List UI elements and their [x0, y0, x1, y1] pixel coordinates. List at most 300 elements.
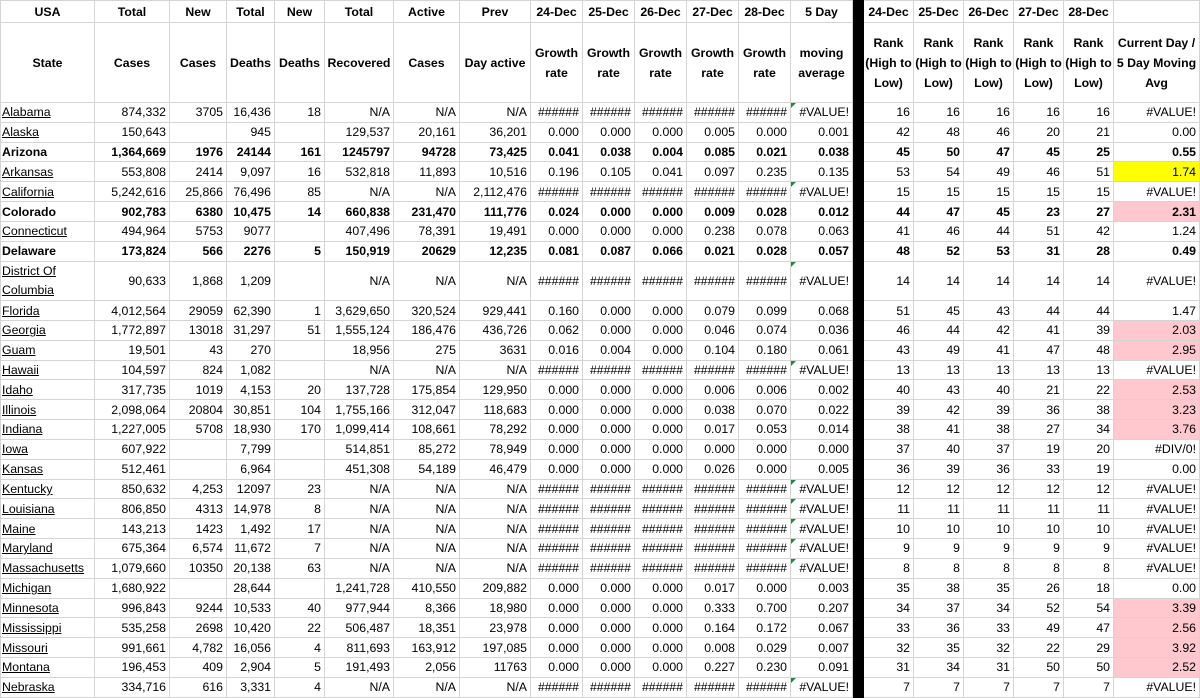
- data-cell[interactable]: 0.066: [635, 241, 687, 261]
- data-cell[interactable]: N/A: [325, 539, 394, 559]
- data-cell[interactable]: ######: [531, 539, 583, 559]
- data-cell[interactable]: 0.000: [583, 221, 635, 241]
- data-cell[interactable]: 6380: [170, 202, 227, 222]
- data-cell[interactable]: 0.000: [791, 439, 853, 459]
- data-cell[interactable]: 31: [864, 658, 914, 678]
- data-cell[interactable]: 2,112,476: [460, 182, 531, 202]
- state-cell[interactable]: California: [1, 182, 95, 202]
- data-cell[interactable]: 14: [964, 261, 1014, 300]
- data-cell[interactable]: 13018: [170, 320, 227, 340]
- data-cell[interactable]: 0.172: [739, 618, 791, 638]
- data-cell[interactable]: 111,776: [460, 202, 531, 222]
- column-header[interactable]: Cases: [95, 23, 170, 103]
- data-cell[interactable]: 33: [964, 618, 1014, 638]
- data-cell[interactable]: 94728: [394, 142, 460, 162]
- data-cell[interactable]: 16: [1064, 103, 1114, 123]
- data-cell[interactable]: 2276: [227, 241, 275, 261]
- data-cell[interactable]: 7: [1014, 677, 1064, 697]
- data-cell[interactable]: 10: [1014, 519, 1064, 539]
- data-cell[interactable]: 8: [1014, 558, 1064, 578]
- state-cell[interactable]: Georgia: [1, 320, 95, 340]
- data-cell[interactable]: 0.00: [1114, 122, 1200, 142]
- data-cell[interactable]: 5753: [170, 221, 227, 241]
- data-cell[interactable]: 616: [170, 677, 227, 697]
- data-cell[interactable]: 90,633: [95, 261, 170, 300]
- data-cell[interactable]: 54,189: [394, 459, 460, 479]
- data-cell[interactable]: 41: [964, 340, 1014, 360]
- data-cell[interactable]: 0.016: [531, 340, 583, 360]
- data-cell[interactable]: #VALUE!: [791, 677, 853, 697]
- data-cell[interactable]: 39: [964, 400, 1014, 420]
- data-cell[interactable]: 20804: [170, 400, 227, 420]
- data-cell[interactable]: ######: [687, 182, 739, 202]
- data-cell[interactable]: ######: [583, 261, 635, 300]
- data-cell[interactable]: 566: [170, 241, 227, 261]
- data-cell[interactable]: 46: [914, 221, 964, 241]
- data-cell[interactable]: 3.76: [1114, 420, 1200, 440]
- data-cell[interactable]: 39: [864, 400, 914, 420]
- data-cell[interactable]: 39: [914, 459, 964, 479]
- data-cell[interactable]: 0.000: [635, 598, 687, 618]
- data-cell[interactable]: 25,866: [170, 182, 227, 202]
- data-cell[interactable]: 48: [914, 122, 964, 142]
- column-header[interactable]: 27-Dec: [1014, 1, 1064, 23]
- data-cell[interactable]: 36: [964, 459, 1014, 479]
- data-cell[interactable]: 0.024: [531, 202, 583, 222]
- data-cell[interactable]: 32: [864, 638, 914, 658]
- data-cell[interactable]: 2,098,064: [95, 400, 170, 420]
- data-cell[interactable]: 2.52: [1114, 658, 1200, 678]
- data-cell[interactable]: 62,390: [227, 301, 275, 321]
- data-cell[interactable]: 47: [1064, 618, 1114, 638]
- data-cell[interactable]: 1423: [170, 519, 227, 539]
- data-cell[interactable]: 0.000: [531, 578, 583, 598]
- data-cell[interactable]: 1.47: [1114, 301, 1200, 321]
- data-cell[interactable]: ######: [739, 182, 791, 202]
- data-cell[interactable]: 18: [1064, 578, 1114, 598]
- data-cell[interactable]: 0.000: [583, 459, 635, 479]
- data-cell[interactable]: 4313: [170, 499, 227, 519]
- data-cell[interactable]: 0.038: [687, 400, 739, 420]
- state-cell[interactable]: Kansas: [1, 459, 95, 479]
- data-cell[interactable]: 0.000: [531, 658, 583, 678]
- data-cell[interactable]: 0.000: [583, 618, 635, 638]
- data-cell[interactable]: 8,366: [394, 598, 460, 618]
- data-cell[interactable]: 49: [914, 340, 964, 360]
- data-cell[interactable]: 535,258: [95, 618, 170, 638]
- data-cell[interactable]: 49: [964, 162, 1014, 182]
- state-cell[interactable]: Guam: [1, 340, 95, 360]
- data-cell[interactable]: 806,850: [95, 499, 170, 519]
- data-cell[interactable]: ######: [687, 261, 739, 300]
- data-cell[interactable]: 0.038: [791, 142, 853, 162]
- data-cell[interactable]: 7: [864, 677, 914, 697]
- data-cell[interactable]: 334,716: [95, 677, 170, 697]
- data-cell[interactable]: 532,818: [325, 162, 394, 182]
- data-cell[interactable]: 27: [1064, 202, 1114, 222]
- data-cell[interactable]: 0.005: [791, 459, 853, 479]
- data-cell[interactable]: 8: [914, 558, 964, 578]
- data-cell[interactable]: 850,632: [95, 479, 170, 499]
- data-cell[interactable]: #VALUE!: [1114, 558, 1200, 578]
- state-cell[interactable]: Arizona: [1, 142, 95, 162]
- data-cell[interactable]: 0.000: [583, 439, 635, 459]
- data-cell[interactable]: 5: [275, 658, 325, 678]
- column-header[interactable]: 28-Dec: [739, 1, 791, 23]
- data-cell[interactable]: 10,420: [227, 618, 275, 638]
- data-cell[interactable]: 0.000: [583, 122, 635, 142]
- state-cell[interactable]: Montana: [1, 658, 95, 678]
- data-cell[interactable]: 40: [864, 380, 914, 400]
- data-cell[interactable]: 0.001: [791, 122, 853, 142]
- data-cell[interactable]: 26: [1014, 578, 1064, 598]
- data-cell[interactable]: 0.235: [739, 162, 791, 182]
- data-cell[interactable]: 407,496: [325, 221, 394, 241]
- data-cell[interactable]: 0.55: [1114, 142, 1200, 162]
- data-cell[interactable]: 996,843: [95, 598, 170, 618]
- data-cell[interactable]: ######: [531, 479, 583, 499]
- data-cell[interactable]: 8: [275, 499, 325, 519]
- column-header[interactable]: 24-Dec: [864, 1, 914, 23]
- data-cell[interactable]: 10,533: [227, 598, 275, 618]
- data-cell[interactable]: 78,391: [394, 221, 460, 241]
- data-cell[interactable]: N/A: [394, 558, 460, 578]
- data-cell[interactable]: 14: [1014, 261, 1064, 300]
- state-cell[interactable]: Louisiana: [1, 499, 95, 519]
- data-cell[interactable]: 0.028: [739, 202, 791, 222]
- data-cell[interactable]: 11763: [460, 658, 531, 678]
- data-cell[interactable]: 28: [1064, 241, 1114, 261]
- data-cell[interactable]: 0.000: [635, 618, 687, 638]
- data-cell[interactable]: 8: [1064, 558, 1114, 578]
- data-cell[interactable]: 0.000: [583, 320, 635, 340]
- data-cell[interactable]: 0.046: [687, 320, 739, 340]
- data-cell[interactable]: 15: [964, 182, 1014, 202]
- data-cell[interactable]: 46: [1014, 162, 1064, 182]
- column-header[interactable]: Current Day / 5 Day Moving Avg: [1114, 23, 1200, 103]
- data-cell[interactable]: 85: [275, 182, 325, 202]
- data-cell[interactable]: 38: [864, 420, 914, 440]
- data-cell[interactable]: 186,476: [394, 320, 460, 340]
- data-cell[interactable]: 78,292: [460, 420, 531, 440]
- data-cell[interactable]: N/A: [325, 182, 394, 202]
- data-cell[interactable]: 1,772,897: [95, 320, 170, 340]
- data-cell[interactable]: 3,629,650: [325, 301, 394, 321]
- column-header[interactable]: Growth rate: [687, 23, 739, 103]
- data-cell[interactable]: 0.000: [583, 420, 635, 440]
- data-cell[interactable]: 0.000: [739, 578, 791, 598]
- data-cell[interactable]: 173,824: [95, 241, 170, 261]
- data-cell[interactable]: ######: [687, 539, 739, 559]
- data-cell[interactable]: 4,253: [170, 479, 227, 499]
- data-cell[interactable]: #VALUE!: [791, 499, 853, 519]
- data-cell[interactable]: 31: [1014, 241, 1064, 261]
- data-cell[interactable]: 129,537: [325, 122, 394, 142]
- data-cell[interactable]: 14,978: [227, 499, 275, 519]
- data-cell[interactable]: 20: [275, 380, 325, 400]
- data-cell[interactable]: ######: [583, 479, 635, 499]
- data-cell[interactable]: 0.000: [739, 439, 791, 459]
- data-cell[interactable]: [170, 578, 227, 598]
- data-cell[interactable]: ######: [739, 677, 791, 697]
- data-cell[interactable]: 2698: [170, 618, 227, 638]
- data-cell[interactable]: 18,930: [227, 420, 275, 440]
- data-cell[interactable]: 0.085: [687, 142, 739, 162]
- data-cell[interactable]: 317,735: [95, 380, 170, 400]
- data-cell[interactable]: 11: [1014, 499, 1064, 519]
- column-header[interactable]: 25-Dec: [583, 1, 635, 23]
- state-cell[interactable]: Arkansas: [1, 162, 95, 182]
- data-cell[interactable]: 48: [1064, 340, 1114, 360]
- data-cell[interactable]: 5708: [170, 420, 227, 440]
- data-cell[interactable]: 4: [275, 638, 325, 658]
- data-cell[interactable]: N/A: [394, 499, 460, 519]
- data-cell[interactable]: [275, 578, 325, 598]
- data-cell[interactable]: ######: [635, 103, 687, 123]
- data-cell[interactable]: 3631: [460, 340, 531, 360]
- data-cell[interactable]: 49: [1014, 618, 1064, 638]
- data-cell[interactable]: 19,501: [95, 340, 170, 360]
- data-cell[interactable]: N/A: [394, 479, 460, 499]
- data-cell[interactable]: 0.000: [583, 202, 635, 222]
- data-cell[interactable]: 0.000: [583, 658, 635, 678]
- data-cell[interactable]: 660,838: [325, 202, 394, 222]
- data-cell[interactable]: 27: [1014, 420, 1064, 440]
- data-cell[interactable]: 0.000: [531, 122, 583, 142]
- data-cell[interactable]: 17: [275, 519, 325, 539]
- data-cell[interactable]: 18,351: [394, 618, 460, 638]
- data-cell[interactable]: #VALUE!: [791, 519, 853, 539]
- data-cell[interactable]: 24144: [227, 142, 275, 162]
- data-cell[interactable]: ######: [583, 539, 635, 559]
- column-header[interactable]: Growth rate: [583, 23, 635, 103]
- data-cell[interactable]: 37: [914, 598, 964, 618]
- data-cell[interactable]: 0.164: [687, 618, 739, 638]
- data-cell[interactable]: N/A: [460, 479, 531, 499]
- data-cell[interactable]: 36: [914, 618, 964, 638]
- data-cell[interactable]: 0.000: [635, 122, 687, 142]
- state-cell[interactable]: Massachusetts: [1, 558, 95, 578]
- data-cell[interactable]: ######: [687, 677, 739, 697]
- data-cell[interactable]: 38: [1064, 400, 1114, 420]
- data-cell[interactable]: #VALUE!: [1114, 519, 1200, 539]
- data-cell[interactable]: 14: [275, 202, 325, 222]
- data-cell[interactable]: ######: [583, 360, 635, 380]
- data-cell[interactable]: 1245797: [325, 142, 394, 162]
- data-cell[interactable]: 37: [964, 439, 1014, 459]
- data-cell[interactable]: 22: [1064, 380, 1114, 400]
- data-cell[interactable]: ######: [687, 519, 739, 539]
- data-cell[interactable]: 10: [914, 519, 964, 539]
- data-cell[interactable]: N/A: [460, 261, 531, 300]
- data-cell[interactable]: ######: [583, 677, 635, 697]
- data-cell[interactable]: ######: [583, 519, 635, 539]
- data-cell[interactable]: ######: [687, 360, 739, 380]
- data-cell[interactable]: 12,235: [460, 241, 531, 261]
- data-cell[interactable]: 929,441: [460, 301, 531, 321]
- data-cell[interactable]: 410,550: [394, 578, 460, 598]
- data-cell[interactable]: 0.000: [583, 638, 635, 658]
- data-cell[interactable]: 43: [864, 340, 914, 360]
- data-cell[interactable]: 161: [275, 142, 325, 162]
- data-cell[interactable]: 3.23: [1114, 400, 1200, 420]
- state-cell[interactable]: Florida: [1, 301, 95, 321]
- column-header[interactable]: Rank (High to Low): [914, 23, 964, 103]
- data-cell[interactable]: 607,922: [95, 439, 170, 459]
- data-cell[interactable]: [275, 439, 325, 459]
- data-cell[interactable]: #DIV/0!: [1114, 439, 1200, 459]
- data-cell[interactable]: 13: [914, 360, 964, 380]
- data-cell[interactable]: 31,297: [227, 320, 275, 340]
- data-cell[interactable]: 1,241,728: [325, 578, 394, 598]
- data-cell[interactable]: 1,099,414: [325, 420, 394, 440]
- column-header[interactable]: Cases: [394, 23, 460, 103]
- data-cell[interactable]: 13: [1014, 360, 1064, 380]
- state-cell[interactable]: Connecticut: [1, 221, 95, 241]
- data-cell[interactable]: N/A: [325, 519, 394, 539]
- data-cell[interactable]: 16,056: [227, 638, 275, 658]
- data-cell[interactable]: 38: [914, 578, 964, 598]
- data-cell[interactable]: 512,461: [95, 459, 170, 479]
- data-cell[interactable]: 23,978: [460, 618, 531, 638]
- state-cell[interactable]: Maine: [1, 519, 95, 539]
- data-cell[interactable]: ######: [531, 677, 583, 697]
- data-cell[interactable]: 30,851: [227, 400, 275, 420]
- state-cell[interactable]: Maryland: [1, 539, 95, 559]
- data-cell[interactable]: 0.000: [635, 320, 687, 340]
- data-cell[interactable]: 39: [1064, 320, 1114, 340]
- data-cell[interactable]: 11,672: [227, 539, 275, 559]
- data-cell[interactable]: 44: [964, 221, 1014, 241]
- data-cell[interactable]: 137,728: [325, 380, 394, 400]
- data-cell[interactable]: 18: [275, 103, 325, 123]
- data-cell[interactable]: 275: [394, 340, 460, 360]
- column-header[interactable]: Rank (High to Low): [1014, 23, 1064, 103]
- data-cell[interactable]: 1,227,005: [95, 420, 170, 440]
- data-cell[interactable]: 0.180: [739, 340, 791, 360]
- data-cell[interactable]: 8: [964, 558, 1014, 578]
- data-cell[interactable]: 0.333: [687, 598, 739, 618]
- data-cell[interactable]: 0.49: [1114, 241, 1200, 261]
- data-cell[interactable]: 38: [964, 420, 1014, 440]
- column-header[interactable]: Rank (High to Low): [1064, 23, 1114, 103]
- data-cell[interactable]: 7: [275, 539, 325, 559]
- state-cell[interactable]: Illinois: [1, 400, 95, 420]
- data-cell[interactable]: 51: [1014, 221, 1064, 241]
- data-cell[interactable]: 0.081: [531, 241, 583, 261]
- state-cell[interactable]: Nebraska: [1, 677, 95, 697]
- data-cell[interactable]: 0.104: [687, 340, 739, 360]
- data-cell[interactable]: 0.026: [687, 459, 739, 479]
- data-cell[interactable]: 10: [864, 519, 914, 539]
- data-cell[interactable]: 0.068: [791, 301, 853, 321]
- data-cell[interactable]: N/A: [325, 499, 394, 519]
- data-cell[interactable]: 36,201: [460, 122, 531, 142]
- data-cell[interactable]: 53: [964, 241, 1014, 261]
- data-cell[interactable]: 675,364: [95, 539, 170, 559]
- data-cell[interactable]: ######: [531, 182, 583, 202]
- data-cell[interactable]: N/A: [394, 103, 460, 123]
- data-cell[interactable]: N/A: [394, 539, 460, 559]
- data-cell[interactable]: 34: [914, 658, 964, 678]
- data-cell[interactable]: N/A: [460, 677, 531, 697]
- data-cell[interactable]: 23: [1014, 202, 1064, 222]
- data-cell[interactable]: 20: [1064, 439, 1114, 459]
- data-cell[interactable]: 4,782: [170, 638, 227, 658]
- data-cell[interactable]: 0.074: [739, 320, 791, 340]
- data-cell[interactable]: 3.92: [1114, 638, 1200, 658]
- data-cell[interactable]: N/A: [394, 519, 460, 539]
- data-cell[interactable]: 0.017: [687, 420, 739, 440]
- data-cell[interactable]: 0.061: [791, 340, 853, 360]
- data-cell[interactable]: 44: [864, 202, 914, 222]
- data-cell[interactable]: 196,453: [95, 658, 170, 678]
- data-cell[interactable]: 41: [914, 420, 964, 440]
- data-cell[interactable]: N/A: [460, 558, 531, 578]
- data-cell[interactable]: 118,683: [460, 400, 531, 420]
- data-cell[interactable]: 2.53: [1114, 380, 1200, 400]
- data-cell[interactable]: #VALUE!: [791, 479, 853, 499]
- state-cell[interactable]: Minnesota: [1, 598, 95, 618]
- data-cell[interactable]: #VALUE!: [1114, 103, 1200, 123]
- data-cell[interactable]: 0.000: [531, 598, 583, 618]
- data-cell[interactable]: ######: [739, 499, 791, 519]
- data-cell[interactable]: 163,912: [394, 638, 460, 658]
- data-cell[interactable]: 36: [864, 459, 914, 479]
- data-cell[interactable]: #VALUE!: [1114, 360, 1200, 380]
- data-cell[interactable]: 451,308: [325, 459, 394, 479]
- data-cell[interactable]: ######: [739, 519, 791, 539]
- data-cell[interactable]: 9077: [227, 221, 275, 241]
- data-cell[interactable]: 0.003: [791, 578, 853, 598]
- data-cell[interactable]: 43: [170, 340, 227, 360]
- data-cell[interactable]: 11: [964, 499, 1014, 519]
- data-cell[interactable]: [170, 459, 227, 479]
- data-cell[interactable]: 13: [964, 360, 1014, 380]
- data-cell[interactable]: 0.000: [531, 459, 583, 479]
- data-cell[interactable]: #VALUE!: [791, 539, 853, 559]
- data-cell[interactable]: 45: [914, 301, 964, 321]
- data-cell[interactable]: 0.000: [635, 221, 687, 241]
- data-cell[interactable]: 0.063: [791, 221, 853, 241]
- data-cell[interactable]: 16,436: [227, 103, 275, 123]
- data-cell[interactable]: 945: [227, 122, 275, 142]
- data-cell[interactable]: 977,944: [325, 598, 394, 618]
- column-header[interactable]: 27-Dec: [687, 1, 739, 23]
- column-header[interactable]: Prev: [460, 1, 531, 23]
- data-cell[interactable]: 28,644: [227, 578, 275, 598]
- data-cell[interactable]: 14: [1064, 261, 1114, 300]
- data-cell[interactable]: 1019: [170, 380, 227, 400]
- data-cell[interactable]: 1,082: [227, 360, 275, 380]
- data-cell[interactable]: 0.067: [791, 618, 853, 638]
- data-cell[interactable]: 25: [1064, 142, 1114, 162]
- data-cell[interactable]: N/A: [460, 539, 531, 559]
- data-cell[interactable]: 8: [864, 558, 914, 578]
- data-cell[interactable]: 12: [1014, 479, 1064, 499]
- data-cell[interactable]: N/A: [325, 103, 394, 123]
- column-header[interactable]: Cases: [170, 23, 227, 103]
- data-cell[interactable]: 23: [275, 479, 325, 499]
- data-cell[interactable]: 991,661: [95, 638, 170, 658]
- data-cell[interactable]: 0.000: [635, 400, 687, 420]
- data-cell[interactable]: 0.230: [739, 658, 791, 678]
- data-cell[interactable]: ######: [583, 103, 635, 123]
- data-cell[interactable]: 1,209: [227, 261, 275, 300]
- data-cell[interactable]: 1,364,669: [95, 142, 170, 162]
- data-cell[interactable]: 40: [914, 439, 964, 459]
- data-cell[interactable]: 0.000: [635, 340, 687, 360]
